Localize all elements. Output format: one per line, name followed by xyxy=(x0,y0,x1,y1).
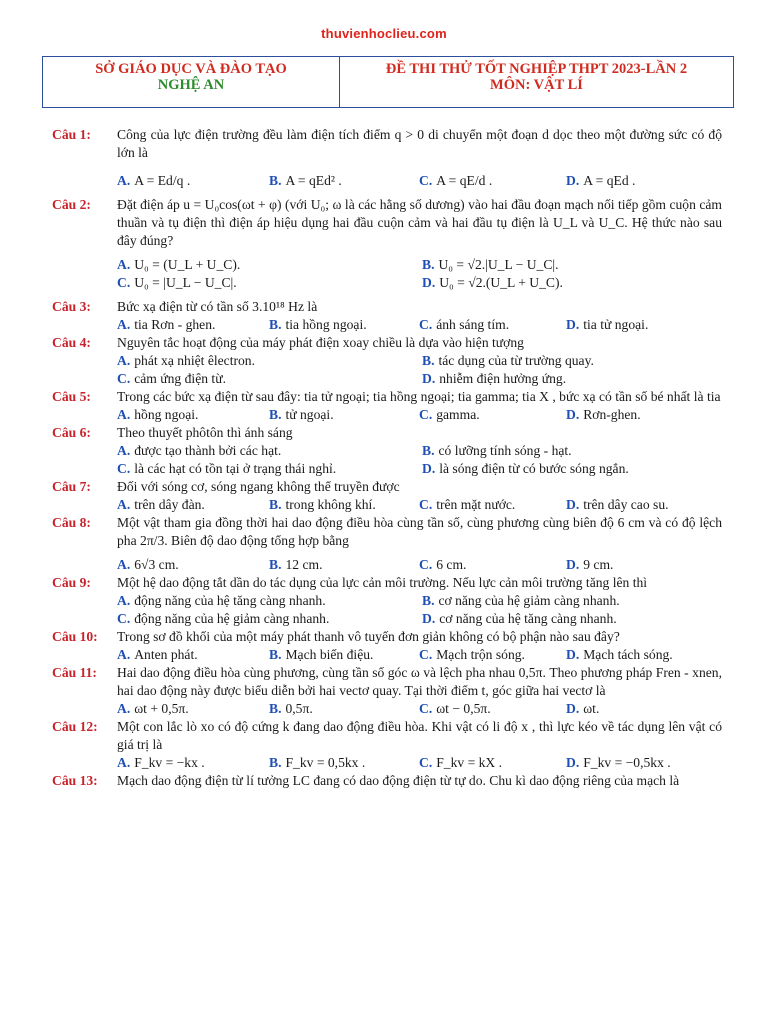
option-letter: A. xyxy=(117,557,131,572)
option-letter: A. xyxy=(117,497,131,512)
answer-option xyxy=(117,460,422,478)
exam-title: ĐỀ THI THỬ TỐT NGHIỆP THPT 2023-LẦN 2 xyxy=(385,61,688,77)
question-text: Trong các bức xạ điện từ sau đây: tia tử ngoại; tia hồng ngoại; tia gamma; tia X , bức xạ có tần số bé nhất là tia xyxy=(117,389,721,404)
answer-option xyxy=(269,700,419,718)
option-letter: B. xyxy=(269,317,282,332)
answer-option xyxy=(422,274,722,292)
question-item xyxy=(52,298,722,334)
question-label: Câu 8: xyxy=(52,515,91,530)
option-letter: B. xyxy=(269,173,282,188)
question-text: Nguyên tắc hoạt động của máy phát điện xoay chiều là dựa vào hiện tượng xyxy=(117,335,524,350)
option-letter: C. xyxy=(419,173,433,188)
question-label: Câu 3: xyxy=(52,299,91,314)
answer-option xyxy=(422,592,722,610)
option-text: A = qEd . xyxy=(583,173,636,188)
option-letter: C. xyxy=(419,755,433,770)
option-text: 6 cm. xyxy=(436,557,467,572)
option-text: 6√3 cm. xyxy=(134,557,179,572)
option-letter: D. xyxy=(422,275,436,290)
option-text: 0,5π. xyxy=(285,701,313,716)
question-item xyxy=(52,424,722,478)
answer-option xyxy=(117,700,269,718)
option-letter: A. xyxy=(117,407,131,422)
answer-option xyxy=(566,556,722,574)
question-label: Câu 5: xyxy=(52,389,91,404)
option-letter: D. xyxy=(566,755,580,770)
answer-option xyxy=(117,442,422,460)
answer-options xyxy=(117,442,722,478)
option-text: được tạo thành bởi các hạt. xyxy=(134,443,282,458)
option-letter: B. xyxy=(269,407,282,422)
option-letter: A. xyxy=(117,443,131,458)
option-text: trên mặt nước. xyxy=(436,497,516,512)
answer-options xyxy=(117,592,722,628)
question-text: Một con lắc lò xo có độ cứng k đang dao động điều hòa. Khi vật có li độ x , thì lực kéo về tác dụng lên vật có giá trị là xyxy=(117,719,722,752)
question-label: Câu 12: xyxy=(52,719,98,734)
answer-option xyxy=(117,646,269,664)
question-text: Đặt điện áp u = U₀cos(ωt + φ) (với U₀; ω là các hằng số dương) vào hai đầu đoạn mạch nối tiếp gồm cuộn cảm thuần và tụ điện thì điện áp hiệu dụng hai đầu cuộn cảm và hai đầu tụ điện là U_L và U_C. Hệ thức nào sau đây đúng? xyxy=(117,197,722,248)
province-name: NGHỆ AN xyxy=(157,77,225,93)
answer-options xyxy=(117,496,722,514)
option-text: phát xạ nhiệt êlectron. xyxy=(134,353,256,368)
option-text: U₀ = √2.(U_L + U_C). xyxy=(439,275,563,290)
option-letter: A. xyxy=(117,701,131,716)
question-item xyxy=(52,126,722,196)
answer-option xyxy=(117,316,269,334)
option-text: có lưỡng tính sóng - hạt. xyxy=(438,443,572,458)
option-text: F_kv = 0,5kx . xyxy=(285,755,366,770)
question-item xyxy=(52,628,722,664)
question-label: Câu 13: xyxy=(52,773,98,788)
exam-header xyxy=(42,56,734,108)
question-text: Trong sơ đồ khối của một máy phát thanh vô tuyến đơn giản không có bộ phận nào sau đây? xyxy=(117,629,620,644)
option-text: U₀ = (U_L + U_C). xyxy=(134,257,241,272)
answer-option xyxy=(566,316,722,334)
question-text: Một hệ dao động tắt dần do tác dụng của lực cản môi trường. Nếu lực cản môi trường tăng lên thì xyxy=(117,575,648,590)
answer-option xyxy=(269,316,419,334)
option-text: Anten phát. xyxy=(134,647,198,662)
question-label: Câu 2: xyxy=(52,197,91,212)
option-text: ωt. xyxy=(583,701,600,716)
option-text: 9 cm. xyxy=(583,557,614,572)
option-text: nhiễm điện hưởng ứng. xyxy=(439,371,567,386)
answer-option xyxy=(269,754,419,772)
question-item xyxy=(52,574,722,628)
option-letter: B. xyxy=(422,353,435,368)
option-text: A = qEd² . xyxy=(285,173,342,188)
option-letter: D. xyxy=(566,407,580,422)
question-item xyxy=(52,478,722,514)
option-text: cảm ứng điện từ. xyxy=(134,371,226,386)
option-letter: A. xyxy=(117,317,131,332)
option-text: F_kv = kX . xyxy=(436,755,503,770)
answer-option xyxy=(419,700,566,718)
question-text: Một vật tham gia đồng thời hai dao động điều hòa cùng tần số, cùng phương cùng biên độ 6 cm và có độ lệch pha 2π/3. Biên độ dao động tổng hợp bằng xyxy=(117,515,722,548)
answer-options xyxy=(117,754,722,772)
answer-options xyxy=(117,406,722,424)
option-letter: C. xyxy=(117,461,131,476)
answer-option xyxy=(117,352,422,370)
question-item xyxy=(52,664,722,718)
question-label: Câu 1: xyxy=(52,127,91,142)
answer-option xyxy=(419,406,566,424)
answer-option xyxy=(419,754,566,772)
answer-option xyxy=(269,496,419,514)
question-text: Công của lực điện trường đều làm điện tích điểm q > 0 di chuyển một đoạn d dọc theo một đường sức có độ lớn là xyxy=(117,127,722,160)
answer-option xyxy=(419,172,566,190)
answer-option xyxy=(117,370,422,388)
option-letter: D. xyxy=(422,371,436,386)
option-text: 12 cm. xyxy=(285,557,323,572)
answer-option xyxy=(269,556,419,574)
exam-subject: MÔN: VẬT LÍ xyxy=(490,77,583,93)
option-letter: D. xyxy=(566,317,580,332)
question-item xyxy=(52,334,722,388)
option-letter: D. xyxy=(566,647,580,662)
option-letter: B. xyxy=(269,647,282,662)
option-text: trên dây cao su. xyxy=(583,497,669,512)
option-letter: D. xyxy=(566,557,580,572)
answer-options xyxy=(117,316,722,334)
option-text: ánh sáng tím. xyxy=(436,317,510,332)
option-letter: A. xyxy=(117,593,131,608)
answer-option xyxy=(269,406,419,424)
option-letter: C. xyxy=(419,317,433,332)
answer-option xyxy=(117,610,422,628)
option-text: Mạch tách sóng. xyxy=(583,647,673,662)
answer-option xyxy=(566,754,722,772)
option-letter: A. xyxy=(117,755,131,770)
option-letter: D. xyxy=(566,497,580,512)
answer-option xyxy=(117,754,269,772)
department-cell xyxy=(43,57,340,107)
answer-option xyxy=(269,172,419,190)
answer-option xyxy=(422,352,722,370)
option-text: tia Rơn - ghen. xyxy=(134,317,216,332)
option-text: tia tử ngoại. xyxy=(583,317,649,332)
answer-option xyxy=(422,442,722,460)
answer-options xyxy=(117,556,722,574)
answer-options xyxy=(117,700,722,718)
question-label: Câu 7: xyxy=(52,479,91,494)
option-letter: B. xyxy=(269,701,282,716)
question-item xyxy=(52,196,722,298)
answer-options xyxy=(117,646,722,664)
option-letter: B. xyxy=(422,257,435,272)
option-text: Mạch trộn sóng. xyxy=(436,647,525,662)
question-item xyxy=(52,718,722,772)
option-text: hồng ngoại. xyxy=(134,407,199,422)
answer-option xyxy=(117,406,269,424)
option-text: gamma. xyxy=(436,407,480,422)
question-list xyxy=(52,126,722,790)
option-letter: D. xyxy=(422,461,436,476)
option-letter: C. xyxy=(117,371,131,386)
option-text: tác dụng của từ trường quay. xyxy=(438,353,594,368)
answer-option xyxy=(566,406,722,424)
answer-option xyxy=(419,496,566,514)
question-text: Hai dao động điều hòa cùng phương, cùng tần số góc ω và lệch pha nhau 0,5π. Theo phương pháp Fren - xnen, hai dao động này được biểu diễn bởi hai vectơ quay. Tại thời điểm t, góc giữa hai vectơ là xyxy=(117,665,722,698)
option-letter: C. xyxy=(117,611,131,626)
option-text: A = qE/d . xyxy=(436,173,493,188)
option-letter: C. xyxy=(419,701,433,716)
option-text: U₀ = |U_L − U_C|. xyxy=(134,275,237,290)
site-watermark: thuvienhoclieu.com xyxy=(321,26,447,41)
question-item xyxy=(52,772,722,790)
option-text: Rơn-ghen. xyxy=(583,407,641,422)
answer-option xyxy=(566,172,722,190)
option-letter: A. xyxy=(117,257,131,272)
option-letter: C. xyxy=(419,407,433,422)
option-letter: C. xyxy=(117,275,131,290)
option-text: là sóng điện từ có bước sóng ngắn. xyxy=(439,461,629,476)
answer-option xyxy=(117,256,422,274)
option-text: tử ngoại. xyxy=(285,407,334,422)
answer-option xyxy=(566,646,722,664)
question-text: Bức xạ điện từ có tần số 3.10¹⁸ Hz là xyxy=(117,299,318,314)
answer-options xyxy=(117,172,722,190)
question-label: Câu 6: xyxy=(52,425,91,440)
option-letter: C. xyxy=(419,497,433,512)
answer-option xyxy=(117,556,269,574)
answer-option xyxy=(566,700,722,718)
department-name: SỞ GIÁO DỤC VÀ ĐÀO TẠO xyxy=(95,61,287,77)
option-letter: D. xyxy=(566,701,580,716)
answer-option xyxy=(566,496,722,514)
option-text: trong không khí. xyxy=(285,497,376,512)
option-letter: B. xyxy=(269,497,282,512)
option-text: trên dây đàn. xyxy=(134,497,205,512)
answer-option xyxy=(117,592,422,610)
answer-option xyxy=(419,316,566,334)
option-letter: A. xyxy=(117,647,131,662)
answer-options xyxy=(117,352,722,388)
option-letter: D. xyxy=(566,173,580,188)
option-letter: C. xyxy=(419,557,433,572)
option-letter: C. xyxy=(419,647,433,662)
question-text: Theo thuyết phôtôn thì ánh sáng xyxy=(117,425,293,440)
option-text: A = Ed/q . xyxy=(134,173,191,188)
answer-option xyxy=(422,610,722,628)
answer-option xyxy=(117,172,269,190)
question-item xyxy=(52,388,722,424)
question-label: Câu 9: xyxy=(52,575,91,590)
question-label: Câu 11: xyxy=(52,665,97,680)
question-text: Mạch dao động điện từ lí tưởng LC đang có dao động điện từ tự do. Chu kì dao động riêng của mạch là xyxy=(117,773,680,788)
answer-option xyxy=(117,496,269,514)
answer-option xyxy=(117,274,422,292)
question-label: Câu 10: xyxy=(52,629,98,644)
option-text: cơ năng của hệ giảm càng nhanh. xyxy=(438,593,620,608)
option-letter: A. xyxy=(117,173,131,188)
option-text: động năng của hệ tăng càng nhanh. xyxy=(134,593,326,608)
answer-option xyxy=(422,370,722,388)
option-text: cơ năng của hệ tăng càng nhanh. xyxy=(439,611,617,626)
option-letter: B. xyxy=(422,593,435,608)
question-label: Câu 4: xyxy=(52,335,91,350)
option-text: ωt + 0,5π. xyxy=(134,701,189,716)
option-letter: B. xyxy=(422,443,435,458)
option-text: là các hạt có tồn tại ở trạng thái nghỉ. xyxy=(134,461,337,476)
answer-option xyxy=(422,460,722,478)
answer-options xyxy=(117,256,722,292)
option-text: tia hồng ngoại. xyxy=(285,317,367,332)
question-item xyxy=(52,514,722,574)
option-letter: A. xyxy=(117,353,131,368)
option-text: Mạch biến điệu. xyxy=(285,647,374,662)
option-letter: B. xyxy=(269,755,282,770)
question-text: Đối với sóng cơ, sóng ngang không thể truyền được xyxy=(117,479,400,494)
option-text: ωt − 0,5π. xyxy=(436,701,491,716)
option-text: F_kv = −kx . xyxy=(134,755,205,770)
answer-option xyxy=(419,556,566,574)
option-letter: D. xyxy=(422,611,436,626)
option-text: F_kv = −0,5kx . xyxy=(583,755,671,770)
option-text: động năng của hệ giảm càng nhanh. xyxy=(134,611,330,626)
option-letter: B. xyxy=(269,557,282,572)
option-text: U₀ = √2.|U_L − U_C|. xyxy=(438,257,559,272)
answer-option xyxy=(419,646,566,664)
answer-option xyxy=(422,256,722,274)
answer-option xyxy=(269,646,419,664)
exam-title-cell xyxy=(340,57,733,107)
